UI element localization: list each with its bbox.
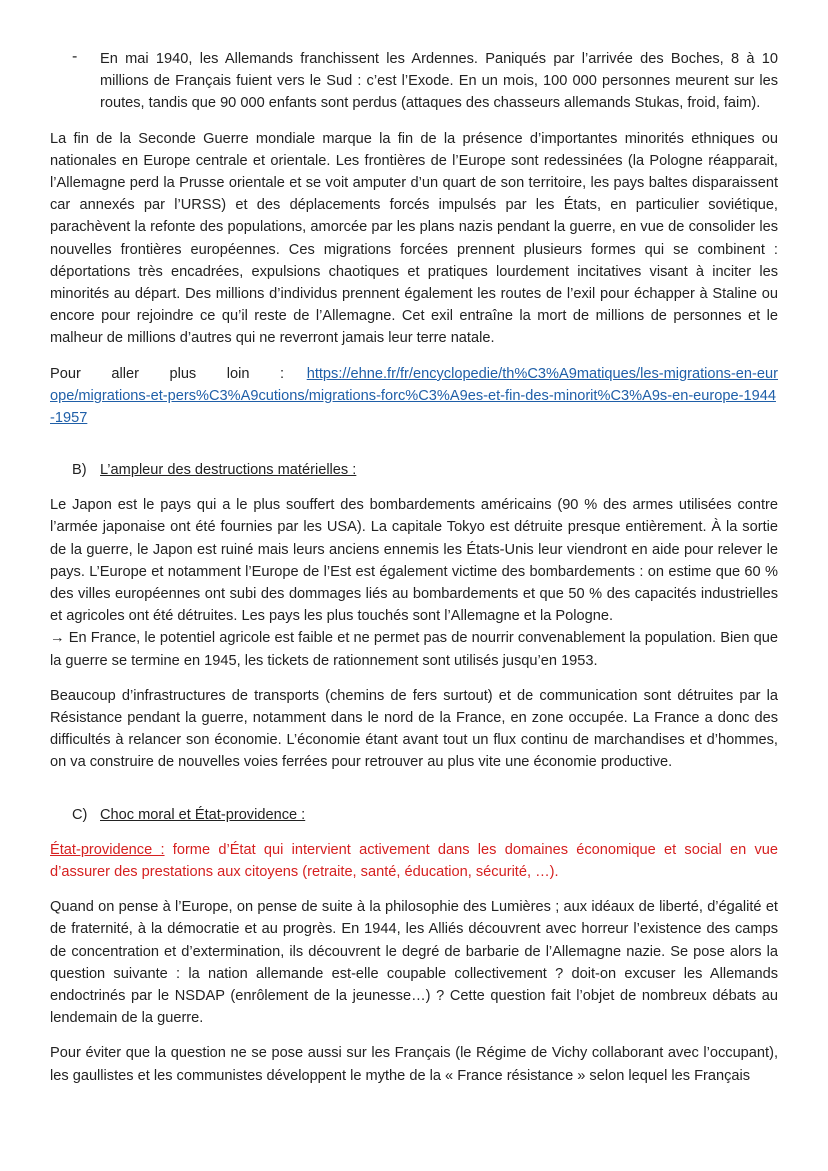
paragraph-vichy: Pour éviter que la question ne se pose aussi sur les Français (le Régime de Vichy collaborant avec l’occupant), les gaullistes et les communistes développent le mythe de la « France résistance » selon lequel les Français xyxy=(50,1045,778,1084)
arrow-icon: → xyxy=(50,630,65,647)
further-reading-link[interactable]: https://ehne.fr/fr/encyclopedie/th%C3%A9matiques/les-migrations-en-europe/migrations-et-pers%C3%A9cutions/migrations-forc%C3%A9es-et-fin-des-minorit%C3%A9s-en-europe-1944-1957 xyxy=(50,365,778,427)
paragraph-europe: Quand on pense à l’Europe, on pense de suite à la philosophie des Lumières ; aux idéaux de liberté, d’égalité et de fraternité, à la démocratie et au progrès. En 1944, les Alliés découvrent avec horreur l’existence des camps de concentration et d’extermination, ils découvrent le degré de barbarie de l’Allemagne nazie. Se pose alors la question suivante : la nation allemande est-elle coupable collectivement ? doit-on excuser les Allemands endoctrinés par le NSDAP (enrôlement de la jeunesse…) ? Cette question fait l’objet de nombreux débats au lendemain de la guerre. xyxy=(50,899,778,1027)
france-text: En France, le potentiel agricole est faible et ne permet pas de nourrir convenablement la population. Bien que la guerre se termine en 1945, les tickets de rationnement sont utilisés jusqu’en 1953. xyxy=(50,630,778,669)
section-title: Choc moral et État-providence : xyxy=(100,806,306,823)
section-heading-b xyxy=(72,459,778,481)
paragraph-fin-guerre: La fin de la Seconde Guerre mondiale marque la fin de la présence d’importantes minorités ethniques ou nationales en Europe centrale et orientale. Les frontières de l’Europe sont redessinées (la Pologne réapparait, l’Allemagne perd la Prusse orientale et se voit amputer d’un quart de son territoire, les pays baltes disparaissent car annexés par l’URSS) et des déplacements forcés impulsés par les États, en particulier soviétique, parachèvent la refonte des populations, amorcée par les plans nazis pendant la guerre, en vue de consolider les nouvelles frontières européennes. Ces migrations forcées prennent plusieurs formes qui se combinent : déportations très encadrées, expulsions chaotiques et pratiques lourdement incitatives visant à inciter les minorités au départ. Des millions d’individus prennent également les routes de l’exil pour échapper à Staline ou encore pour rejoindre ce qu’il reste de l’Allemagne. Cet exil entraîne la mort de millions de personnes et le malheur de millions d’autres qui ne reverront jamais leur terre natale. xyxy=(50,130,778,347)
definition-term: État-providence : xyxy=(50,841,165,858)
bullet-item xyxy=(72,48,778,115)
bullet-text-exode: En mai 1940, les Allemands franchissent les Ardennes. Paniqués par l’arrivée des Boches, 8 à 10 millions de Français fuient vers le Sud : c’est l’Exode. En un mois, 100 000 personnes meurent sur les routes, tandis que 90 000 enfants sont perdus (attaques des chasseurs allemands Stukas, froid, faim). xyxy=(100,51,778,112)
section-letter: C) xyxy=(72,806,88,823)
section-heading-c xyxy=(72,804,778,826)
paragraph-japon xyxy=(50,494,778,672)
further-reading-label: Pour aller plus loin : xyxy=(50,365,285,382)
definition-etat-providence xyxy=(50,839,778,883)
document-page xyxy=(50,48,778,1087)
definition-text: forme d’État qui intervient activement dans les domaines économique et social en vue d’assurer des prestations aux citoyens (retraite, santé, éducation, sécurité, …). xyxy=(50,841,778,880)
section-title: L’ampleur des destructions matérielles : xyxy=(100,462,357,479)
further-reading xyxy=(50,363,778,430)
bullet-dash: - xyxy=(72,48,78,65)
section-letter: B) xyxy=(72,462,87,479)
paragraph-infrastructures: Beaucoup d’infrastructures de transports (chemins de fers surtout) et de communication sont détruites par la Résistance pendant la guerre, notamment dans le nord de la France, en zone occupée. La France a donc des difficultés à relancer son économie. L’économie étant avant tout un flux continu de marchandises et d’hommes, on va construire de nouvelles voies ferrées pour retrouver au plus vite une économie productive. xyxy=(50,687,778,771)
japon-text: Le Japon est le pays qui a le plus souffert des bombardements américains (90 % des armes utilisées contre l’armée japonaise ont été fournies par les USA). La capitale Tokyo est détruite presque entièrement. À la sortie de la guerre, le Japon est ruiné mais leurs anciens ennemis les États-Unis leur viendront en aide pour relever le pays. L’Europe et notamment l’Europe de l’Est est également victime des bombardements : on estime que 60 % des villes européennes ont subi des dommages liés au bombardements et que 50 % des capacités industrielles et agricoles ont été détruites. Les pays les plus touchés sont l’Allemagne et la Pologne. xyxy=(50,497,778,625)
